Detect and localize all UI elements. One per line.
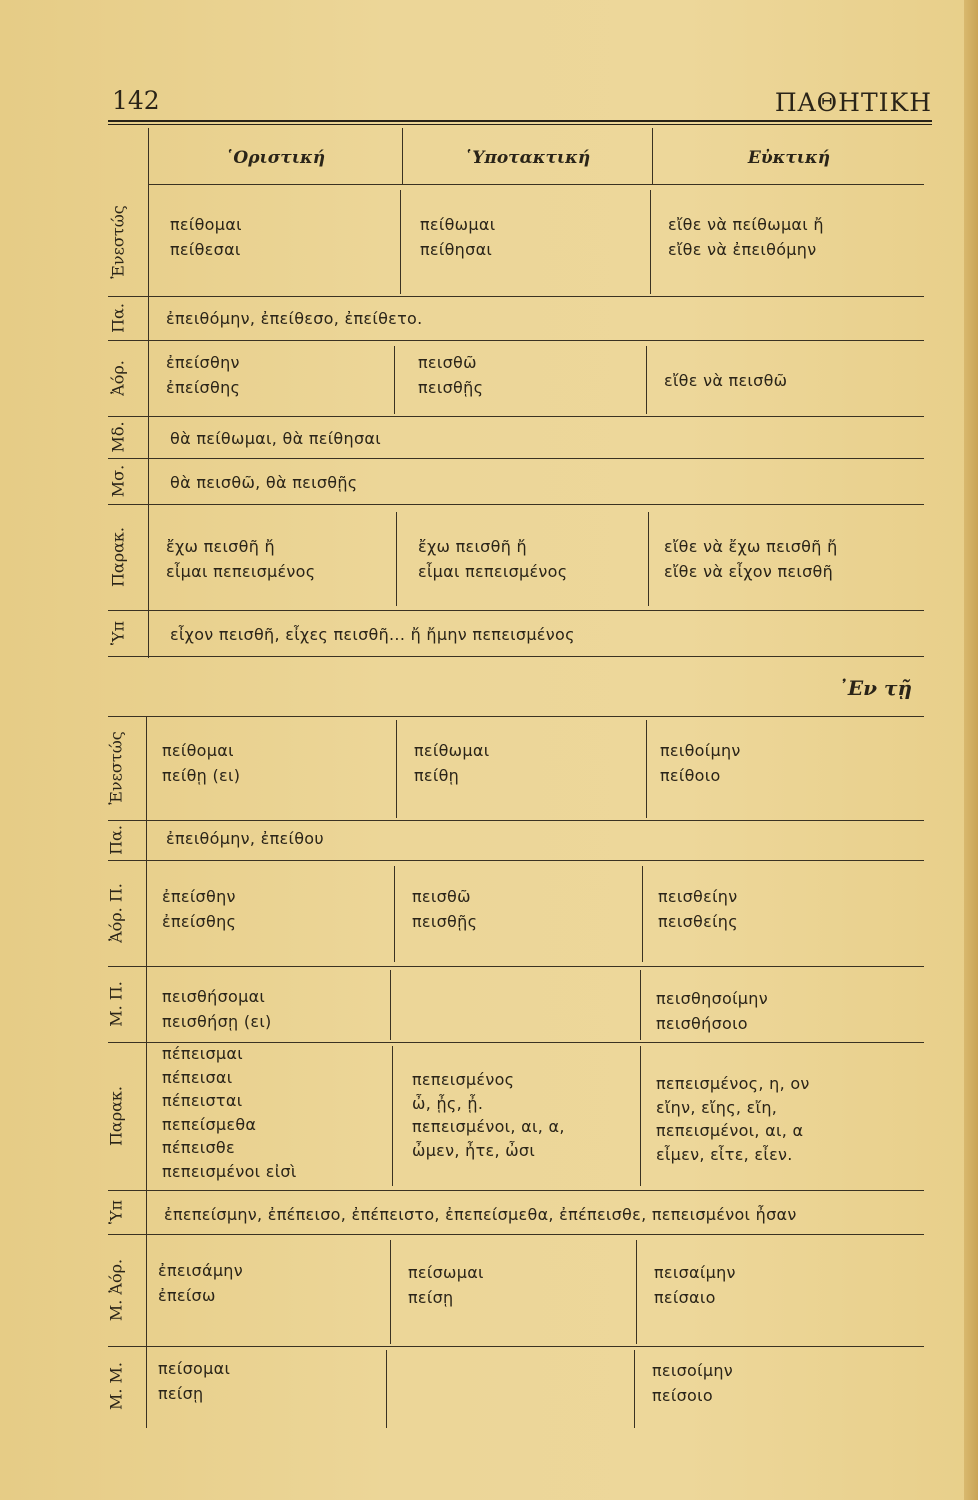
section-heading: ᾿Εν τῇ [837, 676, 912, 700]
t2-present-divider-1 [396, 720, 397, 818]
t1-present-subj: πείθωμαι πείθησαι [420, 215, 496, 259]
t1-perfect-opt: εἴθε νὰ ἔχω πεισθῆ ἤ εἴθε νὰ εἶχον πεισθῆ [664, 537, 838, 581]
col-header-optative: Εὐκτική [747, 148, 831, 168]
col-header-subjunctive: ῾Υποτακτική [463, 148, 591, 168]
t2-imperfect: ἐπειθόμην, ἐπείθου [166, 829, 324, 848]
t1-aorist-opt: εἴθε νὰ πεισθῶ [664, 371, 788, 390]
t2-rule [108, 1190, 924, 1191]
t2-rule [108, 1346, 924, 1347]
row-label-future-simple: Μσ. [108, 464, 128, 498]
t2-mid-aorist-divider-1 [390, 1240, 391, 1344]
t2-present-ind: πείθομαι πείθῃ (ει) [162, 741, 241, 785]
t1-rule [108, 458, 924, 459]
t2-aorist-pass-ind: ἐπείσθην ἐπείσθης [162, 887, 237, 931]
t2-future-divider-2 [640, 970, 641, 1040]
t1-imperfect: ἐπειθόμην, ἐπείθεσο, ἐπείθετο. [166, 309, 423, 328]
t2-present-subj: πείθωμαι πείθῃ [414, 741, 490, 785]
t2-perfect-subj: πεπεισμένος ὦ, ᾖς, ᾖ. πεπεισμένοι, αι, α, ὦμεν, ἦτε, ὦσι [412, 1070, 565, 1160]
t2-rule [108, 860, 924, 861]
t1-aorist-divider-1 [394, 346, 395, 414]
t1-perfect-divider-2 [648, 512, 649, 606]
t2-mid-aorist-divider-2 [636, 1240, 637, 1344]
t2-present-opt: πειθοίμην πείθοιο [660, 741, 741, 785]
t2-future-divider-1 [390, 970, 391, 1040]
t2-perfect-divider-2 [640, 1046, 641, 1186]
t2-rule [108, 820, 924, 821]
table2-label-divider [146, 716, 147, 1428]
t1-perfect-subj: ἔχω πεισθῆ ἤ εἶμαι πεπεισμένος [418, 537, 568, 581]
t2-perfect-ind: πέπεισμαι πέπεισαι πέπεισται πεπείσμεθα πέπεισθε πεπεισμένοι εἰσὶ [162, 1044, 297, 1181]
t2-row-label-imperfect: Πα. [106, 825, 126, 855]
t2-row-label-aorist-mid: Μ. Ἀόρ. [106, 1258, 126, 1322]
t2-aorist-pass-subj: πεισθῶ πεισθῇς [412, 887, 478, 931]
header-rule [108, 120, 932, 122]
t2-future-pass-opt: πεισθησοίμην πεισθήσοιο [656, 989, 768, 1033]
t2-aorist-divider-2 [642, 866, 643, 962]
row-label-pluperfect: Ὑπ [108, 620, 128, 646]
t2-present-divider-2 [646, 720, 647, 818]
t2-aorist-mid-ind: ἐπεισάμην ἐπείσω [158, 1261, 243, 1305]
t2-rule [108, 1234, 924, 1235]
t2-aorist-pass-opt: πεισθείην πεισθείης [658, 887, 738, 931]
t1-rule [108, 296, 924, 297]
t1-rule [108, 610, 924, 611]
t2-future-pass-ind: πεισθήσομαι πεισθήσῃ (ει) [162, 987, 272, 1031]
t1-aorist-subj: πεισθῶ πεισθῇς [418, 353, 484, 397]
t2-future-mid-opt: πεισοίμην πείσοιο [652, 1361, 733, 1405]
t2-rule [108, 966, 924, 967]
table1-header-bottom [148, 184, 924, 185]
t1-rule [108, 504, 924, 505]
t2-row-label-perfect: Παρακ. [106, 1085, 126, 1147]
header-rule-thin [108, 124, 932, 125]
row-label-imperfect: Πα. [108, 303, 128, 333]
col-header-indicative: ῾Οριστική [224, 148, 326, 168]
t1-rule [108, 416, 924, 417]
t2-row-label-future-mid: Μ. Μ. [106, 1361, 126, 1411]
t1-aorist-divider-2 [646, 346, 647, 414]
t2-perfect-divider-1 [392, 1046, 393, 1186]
t1-present-ind: πείθομαι πείθεσαι [170, 215, 242, 259]
t1-perfect-divider-1 [396, 512, 397, 606]
t1-present-divider-1 [400, 190, 401, 294]
t1-bottom-rule [108, 656, 924, 657]
t1-rule [108, 340, 924, 341]
t2-row-label-future-pass: Μ. Π. [106, 981, 126, 1027]
t2-future-mid-ind: πείσομαι πείσῃ [158, 1359, 231, 1403]
running-head: ΠΑΘΗΤΙΚΗ [774, 88, 932, 117]
t2-pluperfect: ἐπεπείσμην, ἐπέπεισο, ἐπέπειστο, ἐπεπείσμεθα, ἐπέπεισθε, πεπεισμένοι ἦσαν [164, 1205, 797, 1224]
table1-label-divider [148, 128, 149, 658]
header-divider-2 [652, 128, 653, 184]
t1-perfect-ind: ἔχω πεισθῆ ἤ εἶμαι πεπεισμένος [166, 537, 316, 581]
header-divider-1 [402, 128, 403, 184]
t2-aorist-mid-opt: πεισαίμην πείσαιο [654, 1263, 736, 1307]
t2-aorist-mid-subj: πείσωμαι πείσῃ [408, 1263, 484, 1307]
page-number: 142 [112, 86, 160, 115]
row-label-present: Ἐνεστώς [108, 205, 128, 279]
t2-row-label-present: Ἐνεστώς [106, 731, 126, 805]
t1-pluperfect: εἶχον πεισθῆ, εἶχες πεισθῆ... ἤ ἤμην πεπεισμένος [170, 625, 575, 644]
row-label-perfect: Παρακ. [108, 526, 128, 588]
t2-aorist-divider-1 [394, 866, 395, 962]
t2-mid-future-divider-2 [634, 1350, 635, 1428]
t2-perfect-opt: πεπεισμένος, η, ον εἴην, εἴης, εἴη, πεπεισμένοι, αι, α εἶμεν, εἶτε, εἶεν. [656, 1074, 810, 1164]
row-label-aorist: Ἀόρ. [108, 360, 128, 396]
t2-row-label-pluperfect: Ὑπ [106, 1199, 126, 1225]
page-edge [964, 0, 978, 1500]
t1-present-opt: εἴθε νὰ πείθωμαι ἤ εἴθε νὰ ἐπειθόμην [668, 215, 824, 259]
t1-future-simple: θὰ πεισθῶ, θὰ πεισθῇς [170, 473, 358, 492]
row-label-future-cont: Μδ. [108, 421, 128, 453]
t2-top-rule [108, 716, 924, 717]
t1-present-divider-2 [650, 190, 651, 294]
t2-mid-future-divider-1 [386, 1350, 387, 1428]
t1-future-cont: θὰ πείθωμαι, θὰ πείθησαι [170, 429, 381, 448]
t1-aorist-ind: ἐπείσθην ἐπείσθης [166, 353, 241, 397]
t2-row-label-aorist-pass: Ἀόρ. Π. [106, 883, 126, 943]
